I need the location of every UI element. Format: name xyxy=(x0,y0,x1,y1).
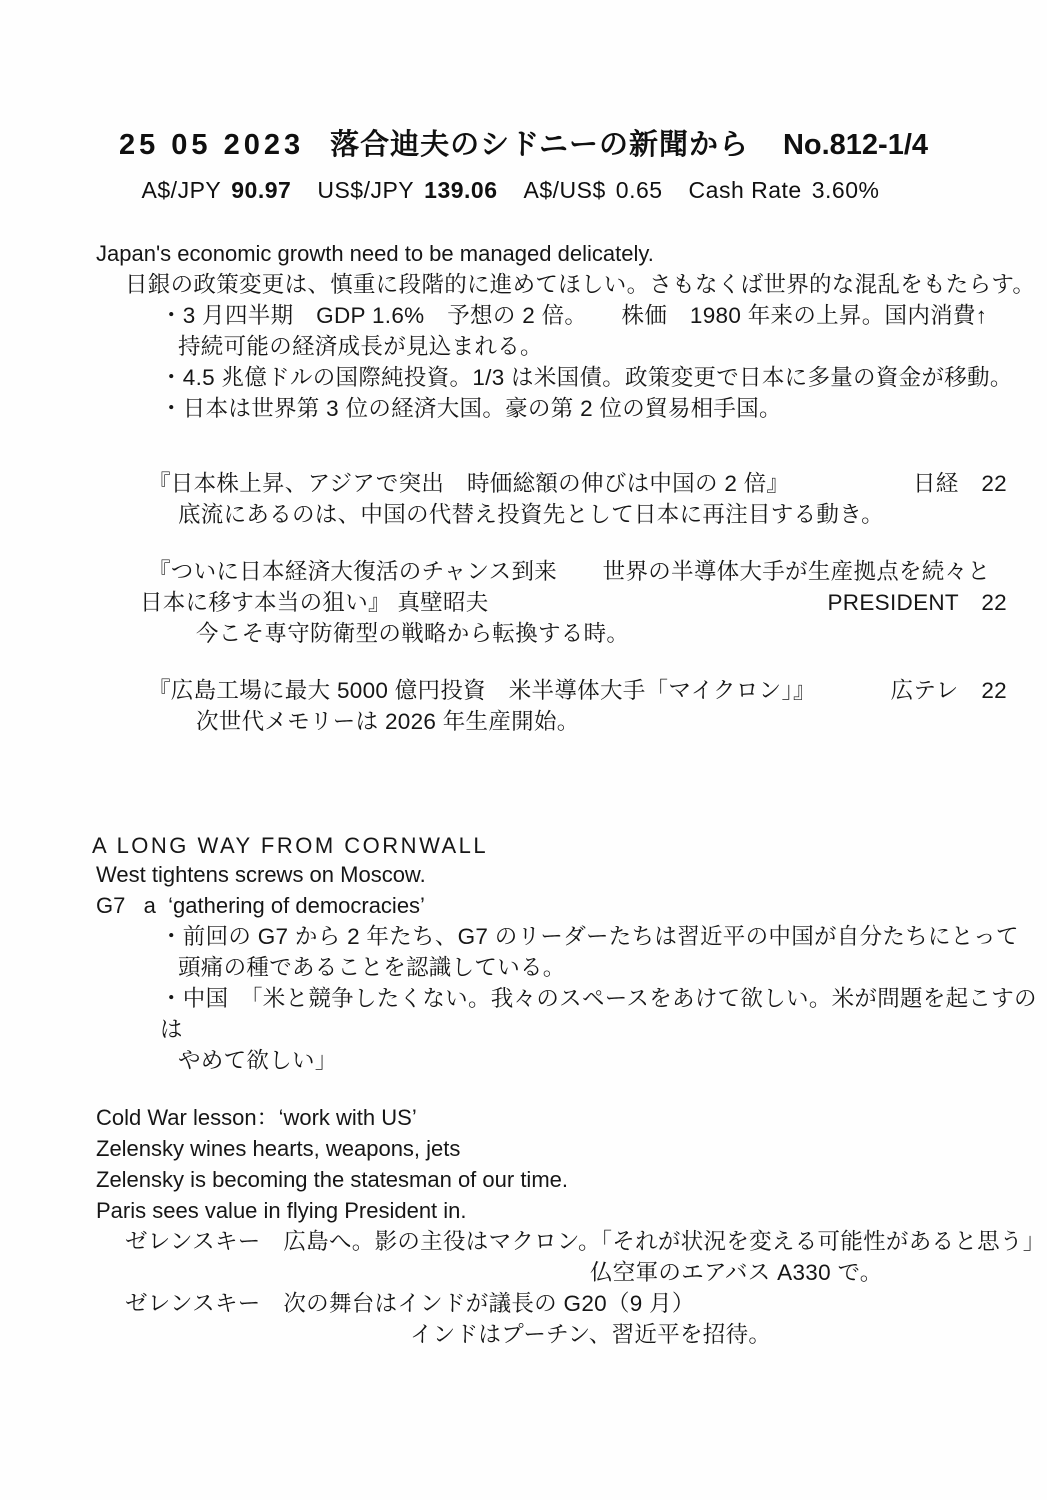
article-3-headline-row xyxy=(0,675,1047,706)
cornwall-bullet-1-cont: 頭痛の種であることを認識している。 xyxy=(178,955,566,980)
article-3-body: 次世代メモリーは 2026 年生産開始。 xyxy=(196,709,580,734)
japan-bullet-2: ・4.5 兆億ドルの国際純投資。1/3 は米国債。政策変更で日本に多量の資金が移動。 xyxy=(160,365,1013,390)
rate-aus-value: 0.65 xyxy=(615,177,663,203)
header-title: 落合迪夫のシドニーの新聞から xyxy=(330,129,749,161)
header-rates-line xyxy=(0,177,1047,204)
cornwall-bullet-2-cont: やめて欲しい」 xyxy=(178,1048,338,1073)
spacer xyxy=(0,649,1047,675)
rate-ajpy-value: 90.97 xyxy=(231,177,292,203)
article-3-headline: 『広島工場に最大 5000 億円投資 米半導体大手「マイクロン」』 xyxy=(148,678,816,703)
rate-cash-value: 3.60% xyxy=(811,177,880,203)
header-date: 25 05 2023 xyxy=(118,129,305,161)
zelensky-jp-line-1: ゼレンスキー 広島へ。影の主役はマクロン。「それが状況を変える可能性があると思う」 xyxy=(125,1229,1046,1254)
article-1-headline-row xyxy=(0,468,1047,499)
rate-ajpy xyxy=(142,177,292,203)
article-2-source: PRESIDENT 22 xyxy=(827,590,1007,615)
rate-ajpy-label: A$/JPY xyxy=(141,177,222,203)
japan-bullet-1: ・3 月四半期 GDP 1.6% 予想の 2 倍。 株価 1980 年来の上昇。国内消費↑ xyxy=(160,303,988,328)
japan-bullet-3: ・日本は世界第 3 位の経済大国。豪の第 2 位の貿易相手国。 xyxy=(160,396,782,421)
spacer xyxy=(0,424,1047,468)
article-1-headline: 『日本株上昇、アジアで突出 時価総額の伸びは中国の 2 倍』 xyxy=(148,471,790,496)
zelensky-jp-line-2: 仏空軍のエアバス A330 で。 xyxy=(590,1260,883,1285)
spacer xyxy=(0,1076,1047,1102)
spacer xyxy=(0,530,1047,556)
article-1-body: 底流にあるのは、中国の代替え投資先として日本に再注目する動き。 xyxy=(178,502,884,527)
japan-intro-jp: 日銀の政策変更は、慎重に段階的に進めてほしい。さもなくば世界的な混乱をもたらす。 xyxy=(125,272,1036,297)
article-2-headline-line1: 『ついに日本経済大復活のチャンス到来 世界の半導体大手が生産拠点を続々と xyxy=(148,559,991,584)
rate-usjpy xyxy=(317,177,497,203)
zelensky-line-2: Zelensky wines hearts, weapons, jets xyxy=(96,1136,461,1161)
cornwall-bullet-2: ・中国 「米と競争したくない。我々のスペースをあけて欲しい。米が問題を起こすのは xyxy=(160,986,1037,1042)
cornwall-heading: A LONG WAY FROM CORNWALL xyxy=(92,833,489,858)
rate-usjpy-value: 139.06 xyxy=(424,177,498,203)
document-header xyxy=(0,122,1047,204)
japan-intro-en: Japan's economic growth need to be managed delicately. xyxy=(96,241,654,266)
article-2-body: 今こそ専守防衛型の戦略から転換する時。 xyxy=(196,621,630,646)
document-body xyxy=(0,238,1047,1350)
article-2-headline-line2: 日本に移す本当の狙い』 真壁昭夫 xyxy=(140,590,489,615)
rate-cash xyxy=(689,177,880,203)
zelensky-jp-line-3: ゼレンスキー 次の舞台はインドが議長の G20（9 月） xyxy=(125,1291,695,1316)
rate-usjpy-label: US$/JPY xyxy=(317,177,415,203)
rate-cash-label: Cash Rate xyxy=(688,177,802,203)
cornwall-bullet-1: ・前回の G7 から 2 年たち、G7 のリーダーたちは習近平の中国が自分たちにとって xyxy=(160,924,1019,949)
zelensky-line-1: Cold War lesson：‘work with US’ xyxy=(96,1105,417,1130)
header-title-line xyxy=(0,122,1047,163)
header-issue-number: No.812-1/4 xyxy=(782,129,929,161)
article-3-source: 広テレ 22 xyxy=(890,678,1007,703)
rate-aus-label: A$/US$ xyxy=(523,177,606,203)
zelensky-line-4: Paris sees value in flying President in. xyxy=(96,1198,467,1223)
cornwall-line-2: G7 a ‘gathering of democracies’ xyxy=(96,893,425,918)
zelensky-jp-line-4: インドはプーチン、習近平を招待。 xyxy=(410,1322,772,1347)
article-2-headline-row2 xyxy=(0,587,1047,618)
spacer xyxy=(0,737,1047,833)
zelensky-line-3: Zelensky is becoming the statesman of our time. xyxy=(96,1167,568,1192)
japan-bullet-1-cont: 持続可能の経済成長が見込まれる。 xyxy=(178,334,543,359)
article-1-source: 日経 22 xyxy=(912,471,1007,496)
rate-aus xyxy=(524,177,663,203)
cornwall-line-1: West tightens screws on Moscow. xyxy=(96,862,426,887)
